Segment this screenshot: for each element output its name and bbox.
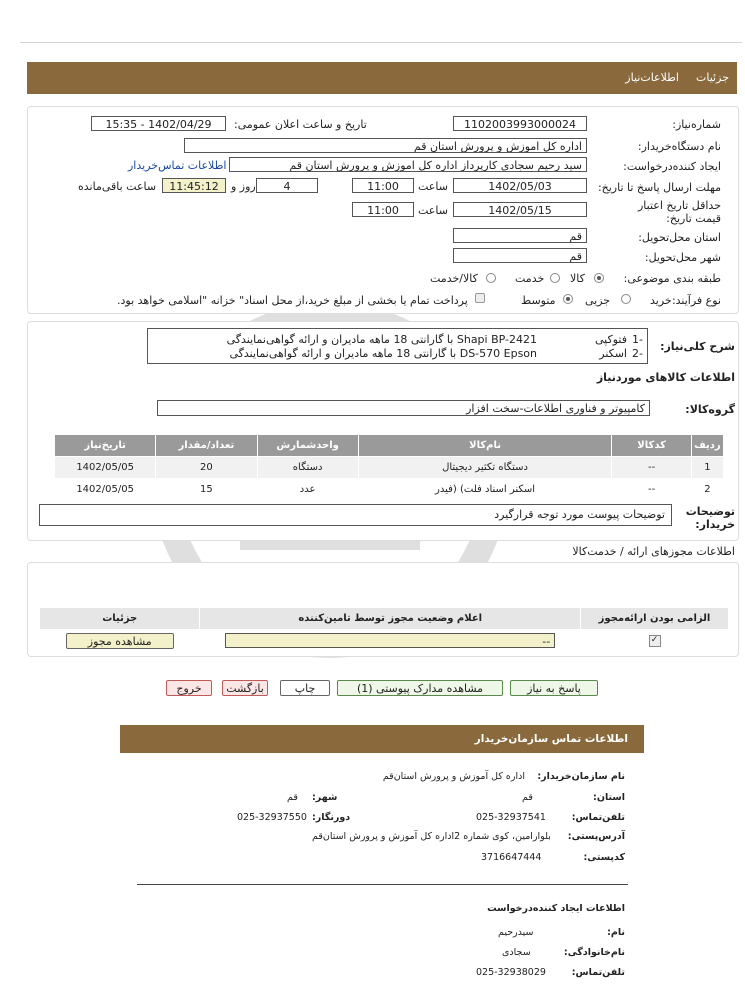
cell-row: 2 <box>691 479 723 501</box>
province-label: استان محل‌تحویل: <box>638 231 721 244</box>
remaining-label: ساعت باقی‌مانده <box>78 180 157 193</box>
permit-required-cell <box>581 630 729 652</box>
permit-status-cell <box>200 630 581 652</box>
contact-title: اطلاعات تماس سازمان‌خریدار <box>474 733 628 745</box>
col-qty: تعداد/مقدار <box>156 435 257 457</box>
announce-field: 1402/04/29 - 15:35 <box>91 116 226 131</box>
cell-code: -- <box>612 479 691 501</box>
table-row <box>55 479 724 501</box>
cell-date: 1402/05/05 <box>55 479 156 501</box>
col-permit-details: جزئیات <box>40 608 200 630</box>
days-label: روز و <box>231 180 256 193</box>
contact-fax-value: 025-32937550 <box>237 812 307 823</box>
goods-table-header <box>55 435 724 457</box>
top-divider <box>20 42 742 43</box>
contact-org-value: اداره کل آموزش و پرورش استان‌قم <box>382 771 525 782</box>
need-line1-name: فتوکپی <box>595 333 627 346</box>
category-goods-service-label: کالا/خدمت <box>430 272 478 285</box>
cell-qty: 15 <box>156 479 257 501</box>
payment-checkbox[interactable] <box>475 293 485 303</box>
need-line2-text: DS-570 Epson با گارانتی 18 ماهه مادیران و ارائه گواهی‌نمایندگی <box>229 347 537 360</box>
col-date: تاریخ‌نیاز <box>55 435 156 457</box>
province-field: قم <box>453 228 587 243</box>
header-bar <box>27 62 737 94</box>
buyer-contact-link[interactable]: اطلاعات تماس‌خریدار <box>128 159 227 172</box>
goods-group-field: کامپیوتر و فناوری اطلاعات-سخت افزار <box>157 400 650 416</box>
payment-note: پرداخت تمام یا بخشی از مبلغ خرید،از محل اسناد" خزانه "اسلامی خواهد بود. <box>117 294 468 307</box>
process-partial-radio[interactable] <box>621 294 631 304</box>
cell-date: 1402/05/05 <box>55 457 156 479</box>
contact-postal-label: کدپستی: <box>583 852 625 863</box>
deadline-label: مهلت ارسال پاسخ تا تاریخ: <box>597 181 721 194</box>
remaining-time-field: 11:45:12 <box>162 178 226 193</box>
creator-label: ایجاد کننده‌درخواست: <box>623 160 721 173</box>
contact-fax-label: دورنگار: <box>312 812 351 823</box>
permits-table <box>39 607 729 652</box>
permits-table-header <box>40 608 729 630</box>
validity-time-label: ساعت <box>418 204 448 217</box>
category-goods-radio[interactable] <box>594 273 604 283</box>
cell-qty: 20 <box>156 457 257 479</box>
cell-unit: عدد <box>257 479 358 501</box>
cell-name: اسکنر اسناد فلت) (فیدر <box>358 479 612 501</box>
process-medium-radio[interactable] <box>563 294 573 304</box>
creator-name-value: سیدرحیم <box>498 927 534 938</box>
deadline-time-label: ساعت <box>418 180 448 193</box>
buyer-notes-label: توضیحات خریدار: <box>685 505 735 531</box>
buyer-org-field: اداره کل اموزش و پرورش استان قم <box>184 138 587 153</box>
announce-label: تاریخ و ساعت اعلان عمومی: <box>234 118 367 131</box>
tab-need-info[interactable]: اطلاعات‌نیاز <box>625 71 679 84</box>
creator-field: سید رحیم سجادی کارپرداز اداره کل اموزش و پرورش استان قم <box>229 157 587 172</box>
contact-province-label: استان: <box>593 792 625 803</box>
contact-city-label: شهر: <box>312 792 338 803</box>
need-desc-box <box>147 328 648 364</box>
col-unit: واحدشمارش <box>257 435 358 457</box>
cell-name: دستگاه تکثیر دیجیتال <box>358 457 612 479</box>
need-line2-index: -2 <box>632 347 643 360</box>
print-button[interactable]: چاپ <box>280 680 330 696</box>
creator-family-value: سجادی <box>502 947 531 958</box>
buyer-org-label: نام دستگاه‌خریدار: <box>637 140 721 153</box>
need-number-label: شماره‌نیاز: <box>672 118 721 131</box>
table-row <box>40 630 729 652</box>
need-desc-label: شرح کلی‌نیاز: <box>660 340 735 353</box>
need-number-field: 1102003993000024 <box>453 116 587 131</box>
process-buy-label: خرید <box>650 294 672 307</box>
deadline-time-field: 11:00 <box>352 178 414 193</box>
deadline-date-field: 1402/05/03 <box>453 178 587 193</box>
permit-details-cell <box>40 630 200 652</box>
process-label: نوع فرآیند: <box>671 294 721 307</box>
creator-family-label: نام‌خانوادگی: <box>563 947 625 958</box>
col-name: نام‌کالا <box>358 435 612 457</box>
category-goods-service-radio[interactable] <box>486 273 496 283</box>
creator-phone-value: 025-32938029 <box>476 967 546 978</box>
contact-province-value: قم <box>522 792 533 803</box>
permit-status-field: -- <box>225 633 555 648</box>
validity-date-field: 1402/05/15 <box>453 202 587 217</box>
cell-unit: دستگاه <box>257 457 358 479</box>
contact-city-value: قم <box>287 792 298 803</box>
contact-address-value: بلوارامین، کوی شماره 2اداره کل آموزش و پرورش استان‌قم <box>312 831 551 842</box>
exit-button[interactable]: خروج <box>166 680 212 696</box>
cell-code: -- <box>612 457 691 479</box>
goods-table <box>54 434 724 501</box>
contact-phone-value: 025-32937541 <box>476 812 546 823</box>
buyer-notes-box: توضیحات پیوست مورد توجه قرارگیرد <box>39 504 672 526</box>
contact-divider <box>137 884 628 885</box>
col-code: کدکالا <box>612 435 691 457</box>
view-docs-button[interactable]: مشاهده مدارک پیوستی (1) <box>337 680 503 696</box>
col-permit-required: الزامی بودن ارائه‌مجوز <box>581 608 729 630</box>
creator-name-label: نام: <box>607 927 625 938</box>
city-label: شهر محل‌تحویل: <box>644 251 721 264</box>
category-service-radio[interactable] <box>550 273 560 283</box>
category-goods-label: کالا <box>570 272 585 285</box>
goods-group-label: گروه‌کالا: <box>685 403 735 416</box>
creator-info-title: اطلاعات ایجاد کننده‌درخواست <box>487 903 625 914</box>
min-validity-label: حداقل تاریخ اعتبار قیمت تاریخ: <box>637 199 721 225</box>
goods-section-title: اطلاعات کالاهای موردنیاز <box>596 371 735 384</box>
need-line1-index: -1 <box>632 333 643 346</box>
category-service-label: خدمت <box>515 272 545 285</box>
tab-details[interactable]: جزئیات <box>696 71 729 84</box>
col-row: ردیف <box>691 435 723 457</box>
process-partial-label: جزیی <box>585 294 611 307</box>
days-remaining-field: 4 <box>256 178 318 193</box>
contact-phone-label: تلفن‌تماس: <box>571 812 625 823</box>
col-permit-status: اعلام وضعیت مجوز توسط تامین‌کننده <box>200 608 581 630</box>
back-button[interactable]: بازگشت <box>222 680 268 696</box>
contact-bar <box>120 725 644 753</box>
checkbox-checked-icon: ✓ <box>649 635 661 647</box>
permits-title: اطلاعات مجوزهای ارائه / خدمت‌کالا <box>572 545 735 558</box>
view-permit-button[interactable]: مشاهده مجوز <box>66 633 174 649</box>
validity-time-field: 11:00 <box>352 202 414 217</box>
need-line1-text: Shapi BP-2421 با گارانتی 18 ماهه مادیران و ارائه گواهی‌نمایندگی <box>226 333 537 346</box>
contact-org-label: نام سازمان‌خریدار: <box>537 771 625 782</box>
need-line2-name: اسکنر <box>599 347 627 360</box>
cell-row: 1 <box>691 457 723 479</box>
creator-phone-label: تلفن‌تماس: <box>571 967 625 978</box>
process-medium-label: متوسط <box>521 294 556 307</box>
contact-address-label: آدرس‌پستی: <box>567 831 625 842</box>
city-field: قم <box>453 248 587 263</box>
table-row <box>55 457 724 479</box>
reply-button[interactable]: پاسخ به نیاز <box>510 680 598 696</box>
contact-postal-value: 3716647444 <box>481 852 542 863</box>
category-label: طبقه بندی موضوعی: <box>623 272 721 285</box>
